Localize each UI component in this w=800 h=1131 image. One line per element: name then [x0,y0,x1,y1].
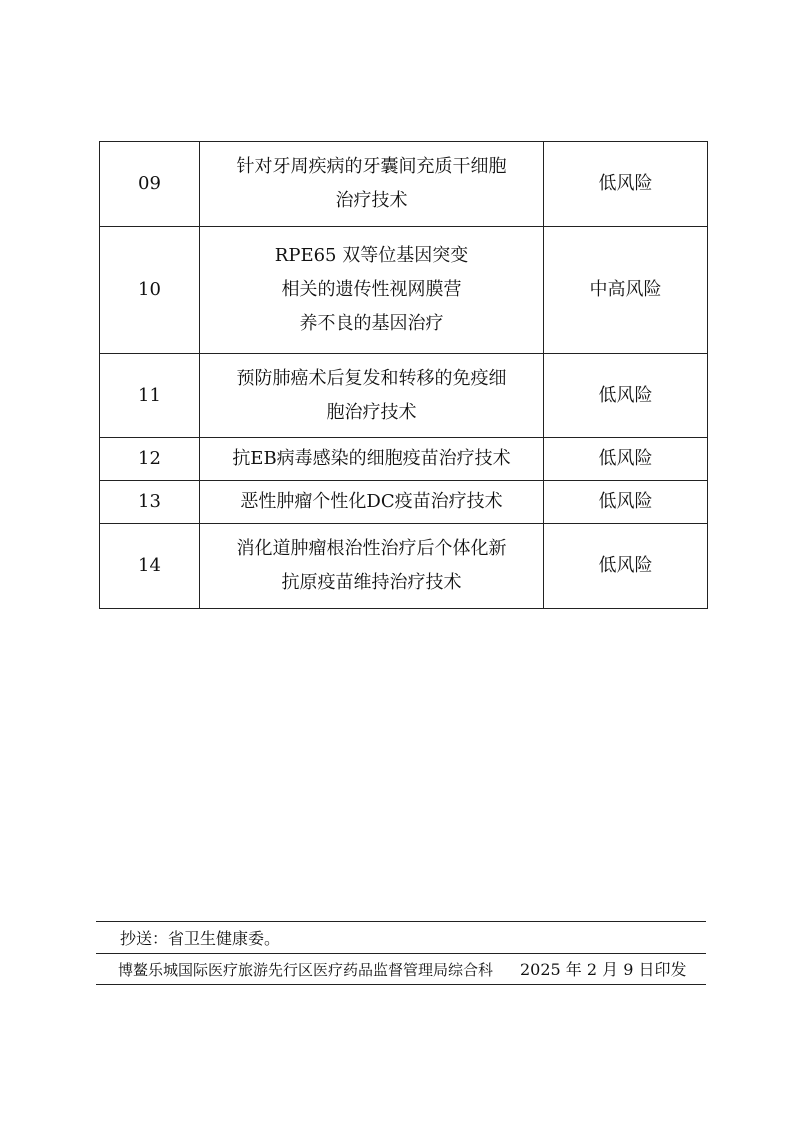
risk-level: 低风险 [544,438,708,481]
technology-name [200,438,544,481]
row-number: 14 [100,524,200,609]
technology-name-line: 消化道肿瘤根治性治疗后个体化新 [236,538,507,559]
table-row [100,354,708,438]
technology-name [200,354,544,438]
technology-name-line: 恶性肿瘤个性化DC疫苗治疗技术 [240,491,503,512]
technology-name-line: 预防肺癌术后复发和转移的免疫细 [236,367,507,389]
technology-name-line: 养不良的基因治疗 [299,313,444,334]
footer-top-rule [96,921,706,922]
row-number: 12 [100,438,200,481]
technology-name-line: 抗原疫苗维持治疗技术 [281,572,462,593]
technology-name [200,481,544,524]
footer-bottom-rule [96,984,706,985]
footer-middle-rule [96,953,706,954]
row-number: 13 [100,481,200,524]
cc-line: 抄送：省卫生健康委。 [120,929,281,948]
technology-name-line: 相关的遗传性视网膜营 [281,279,462,300]
table-row [100,481,708,524]
issuer-name: 博鳌乐城国际医疗旅游先行区医疗药品监督管理局综合科 [118,961,494,979]
technology-name-line: RPE65 双等位基因突变 [274,245,469,266]
table-row [100,524,708,609]
technology-name [200,142,544,227]
technology-risk-table [99,141,708,609]
technology-name-line: 胞治疗技术 [326,401,417,423]
row-number: 10 [100,227,200,354]
row-number: 11 [100,354,200,438]
technology-name-line: 针对牙周疾病的牙囊间充质干细胞 [236,156,507,177]
technology-name-line: 抗EB病毒感染的细胞疫苗治疗技术 [232,448,511,469]
risk-level: 低风险 [544,524,708,609]
row-number: 09 [100,142,200,227]
table-row [100,142,708,227]
risk-level: 低风险 [544,354,708,438]
table-row [100,227,708,354]
risk-level: 低风险 [544,142,708,227]
technology-name [200,227,544,354]
technology-name-line: 治疗技术 [335,190,408,211]
risk-level: 中高风险 [544,227,708,354]
issue-date: 2025 年 2 月 9 日印发 [520,960,687,979]
risk-level: 低风险 [544,481,708,524]
table-row [100,438,708,481]
technology-name [200,524,544,609]
